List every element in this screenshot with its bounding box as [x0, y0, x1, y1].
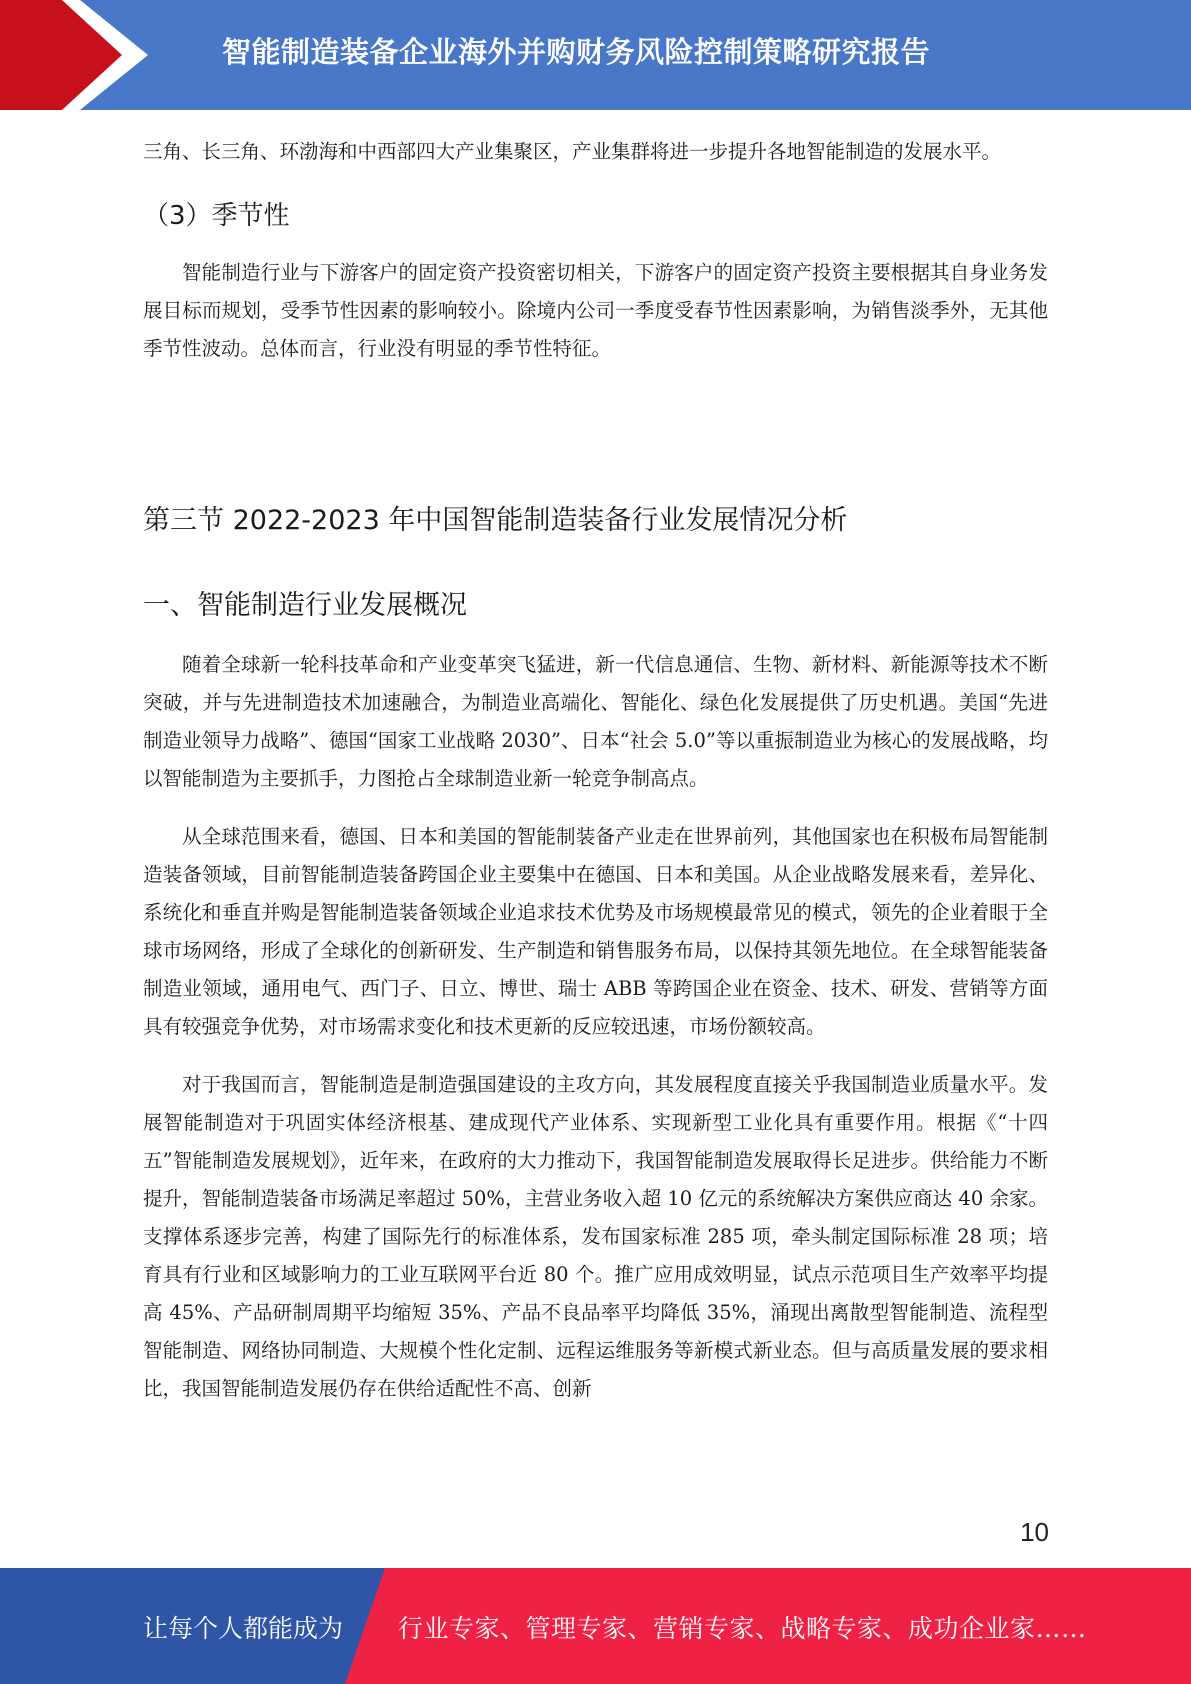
section-title: 第三节 2022-2023 年中国智能制造装备行业发展情况分析	[143, 505, 848, 536]
overview-paragraph-1: 随着全球新一轮科技革命和产业变革突飞猛进，新一代信息通信、生物、新材料、新能源等技术不断突破，并与先进制造技术加速融合，为制造业高端化、智能化、绿色化发展提供了历史机遇。美国“先进制造业领导力战略”、德国“国家工业战略 2030”、日本“社会 5.0”等以重振制造业为核心的发展战略，均以智能制造为主要抓手，力图抢占全球制造业新一轮竞争制高点。	[143, 653, 1048, 790]
subheading-seasonality: （3）季节性	[143, 201, 290, 231]
page-body	[143, 133, 1048, 1408]
page-number: 10	[1020, 1517, 1049, 1547]
report-title: 智能制造装备企业海外并购财务风险控制策略研究报告	[222, 35, 931, 69]
overview-paragraph-2: 从全球范围来看，德国、日本和美国的智能制装备产业走在世界前列，其他国家也在积极布局智能制造装备领域，目前智能制造装备跨国企业主要集中在德国、日本和美国。从企业战略发展来看，差异化、系统化和垂直并购是智能制造装备领域企业追求技术优势及市场规模最常见的模式，领先的企业着眼于全球市场网络，形成了全球化的创新研发、生产制造和销售服务布局，以保持其领先地位。在全球智能装备制造业领域，通用电气、西门子、日立、博世、瑞士 ABB 等跨国企业在资金、技术、研发、营销等方面具有较强竞争优势，对市场需求变化和技术更新的反应较迅速，市场份额较高。	[143, 825, 1048, 1038]
footer-slogan-left: 让每个人都能成为	[143, 1614, 344, 1643]
overview-heading: 一、智能制造行业发展概况	[143, 590, 467, 621]
footer-slogan-right: 行业专家、管理专家、营销专家、战略专家、成功企业家……	[398, 1614, 1087, 1643]
continued-paragraph: 三角、长三角、环渤海和中西部四大产业集聚区，产业集群将进一步提升各地智能制造的发展水平。	[143, 140, 1002, 163]
report-footer-banner	[0, 1568, 1191, 1684]
overview-paragraph-3: 对于我国而言，智能制造是制造强国建设的主攻方向，其发展程度直接关乎我国制造业质量水平。发展智能制造对于巩固实体经济根基、建成现代产业体系、实现新型工业化具有重要作用。根据《“十四五”智能制造发展规划》，近年来，在政府的大力推动下，我国智能制造发展取得长足进步。供给能力不断提升，智能制造装备市场满足率超过 50%，主营业务收入超 10 亿元的系统解决方案供应商达 40 余家。支撑体系逐步完善，构建了国际先行的标准体系，发布国家标准 285 项，牵头制定国际标准 28 项；培育具有行业和区域影响力的工业互联网平台近 80 个。推广应用成效明显，试点示范项目生产效率平均提高 45%、产品研制周期平均缩短 35%、产品不良品率平均降低 35%，涌现出离散型智能制造、流程型智能制造、网络协同制造、大规模个性化定制、远程运维服务等新模式新业态。但与高质量发展的要求相比，我国智能制造发展仍存在供给适配性不高、创新	[143, 1073, 1048, 1400]
report-header-banner	[0, 0, 1191, 110]
seasonality-paragraph: 智能制造行业与下游客户的固定资产投资密切相关，下游客户的固定资产投资主要根据其自身业务发展目标而规划，受季节性因素的影响较小。除境内公司一季度受春节性因素影响，为销售淡季外，无其他季节性波动。总体而言，行业没有明显的季节性特征。	[143, 261, 1048, 360]
